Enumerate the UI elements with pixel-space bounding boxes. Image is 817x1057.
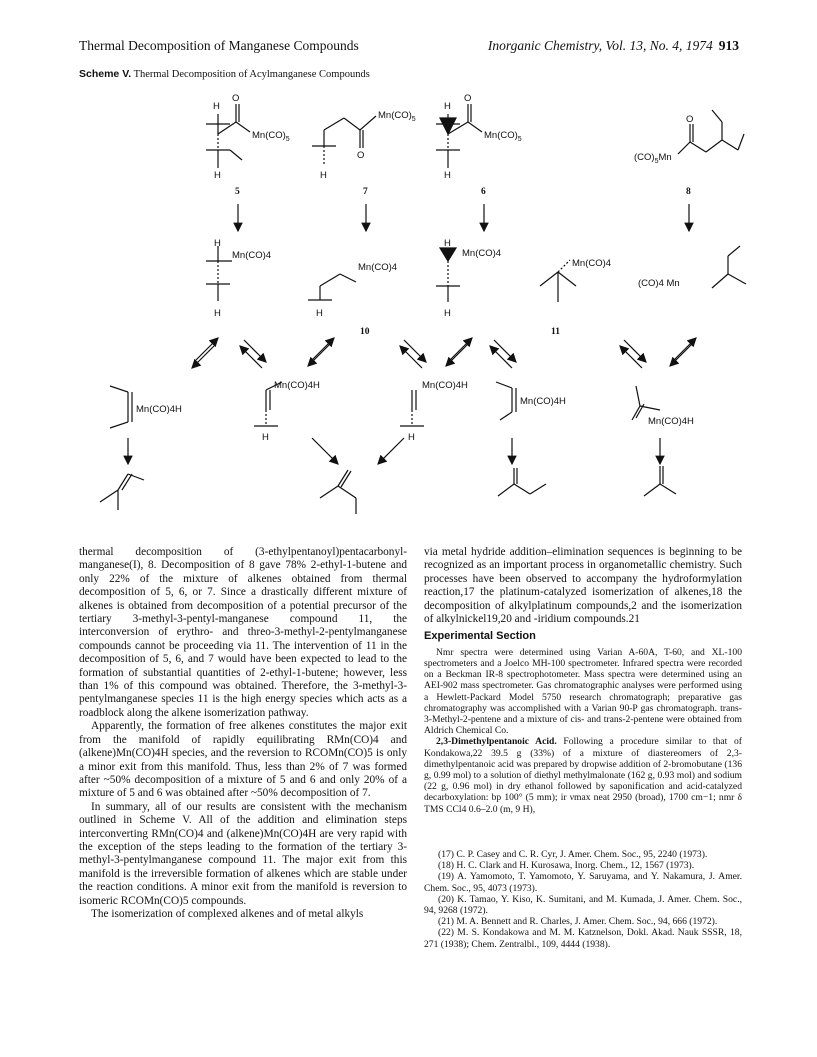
left-paragraph-3: In summary, all of our results are consistent with the mechanism outlined in Scheme V. All of the addition and elimination steps interconverting RMn(CO)4 and (alkene)Mn(CO)4H are very rapid with the exception of the steps leading to the formation of the tertiary 3-methyl-3-pentylmanganese compound 11. The major exit from this manifold is the irreversible formation of alkenes which are stable under the reaction conditions. A minor exit from the manifold is reversion to isomeric RCOMn(CO)5 compounds. (79, 800, 407, 907)
scheme-title-text: Thermal Decomposition of Acylmanganese Compounds (133, 69, 370, 80)
reference-18: (18) H. C. Clark and H. Kurosawa, Inorg. Chem., 12, 1567 (1973). (438, 860, 695, 872)
h-label-r2c: H (444, 238, 451, 249)
structure-row2-c (436, 248, 460, 302)
scheme-caption (79, 68, 370, 80)
left-column (79, 546, 407, 921)
mn-co5-label-6: $Mn(CO)_5$ (484, 130, 522, 143)
scheme-label: Scheme V. (79, 68, 132, 80)
mn-co4h-label-r3d: Mn(CO)4H (520, 396, 566, 407)
o-label-6: O (464, 93, 472, 104)
right-paragraph-1: via metal hydride addition–elimination sequences is beginning to be recognized as an important process in organometallic chemistry. Such processes have been observed to accompany the hydroformylation reaction,17 the platinum-catalyzed isomerization of alkenes,18 the decomposition of alkylplatinum compounds,2 and the isomerization of alkylnickel19,20 and -iridium compounds.21 (424, 546, 742, 626)
h-label-6: H (444, 101, 451, 112)
compound-label-10: 10 (360, 327, 370, 337)
reaction-scheme (0, 86, 817, 546)
structure-row3-c (400, 390, 424, 426)
structure-7 (312, 116, 376, 166)
o-label-7: O (357, 150, 365, 161)
co5-mn-label-8: $(CO)_5Mn$ (634, 152, 672, 165)
h-label-r2a-bottom: H (214, 308, 221, 319)
structure-6 (436, 104, 482, 168)
alkene-products (100, 466, 676, 514)
h-label-r2b: H (316, 308, 323, 319)
structure-row2-b (308, 274, 356, 300)
mn-co4-label-r2d: Mn(CO)4 (572, 258, 612, 269)
o-label-5: O (232, 93, 240, 104)
right-column (424, 546, 742, 950)
reference-19: (19) A. Yamomoto, T. Yamomoto, Y. Saruyama, and Y. Nakamura, J. Amer. Chem. Soc., 95, 4073 (1973). (424, 871, 742, 894)
compound-label-5: 5 (235, 187, 240, 197)
mn-co4h-label-r3a: Mn(CO)4H (136, 404, 182, 415)
journal-citation: Inorganic Chemistry, Vol. 13, No. 4, 1974 (487, 38, 713, 53)
section-heading: Experimental Section (424, 630, 536, 643)
left-paragraph-4: The isomerization of complexed alkenes and of metal alkyls (91, 907, 364, 920)
compound-label-11: 11 (551, 327, 560, 337)
h-label-r2a: H (214, 238, 221, 249)
structure-row3-e (632, 386, 660, 420)
mn-co4-label-r2c: Mn(CO)4 (462, 248, 502, 259)
reference-22: (22) M. S. Kondakowa and M. M. Katznelson, Dokl. Akad. Nauk SSSR, 18, 271 (1938); Chem. Zentralbl., 109, 4444 (1938). (424, 927, 742, 950)
structure-row3-a (110, 386, 132, 428)
mn-co4-label-r2a: Mn(CO)4 (232, 250, 272, 261)
h-label-7: H (320, 170, 327, 181)
left-paragraph-1: thermal decomposition of (3-ethylpentanoyl)pentacarbonyl-manganese(I), 8. Decomposition of 8 gave 78% 2-ethyl-1-butene and only 22% of the mixture of alkenes obtained from thermal decomposition of 5, 6, or 7. Since a drastically different mixture of alkenes is obtained from decomposition of a potential precursor of the tertiary 3-methyl-3-pentyl-manganese compound 11, the interconversion of erythro- and threo-3-methyl-2-pentylmanganese compounds cannot be proceeding via 11. The intervention of 11 in the decomposition of 5, 6, and 7 would have been expected to lead to the formation of substantial quantities of 2-ethyl-1-butene; however, less than 1% of this compound was obtained. Therefore, the 3-methyl-3-pentylmanganese species 11 is the high energy species which acts as a roadblock along the alkene isomerization pathway. (79, 546, 407, 719)
left-paragraph-2: Apparently, the formation of free alkenes constitutes the major exit from the manifold of rapidly equilibrating RMn(CO)4 and (alkene)Mn(CO)4H species, and the reversion to RCOMn(CO)5 is only a minor exit from this manifold. Thus, less than 2% of 7 was formed after ~50% decomposition of a mixture of 5 and 6 and only 20% of a mixture of 5 and 6 was obtained after ~50% decomposition of 7. (79, 720, 407, 800)
mn-co4h-label-r3b: Mn(CO)4H (274, 380, 320, 391)
o-label-8: O (686, 114, 694, 125)
header-title: Thermal Decomposition of Manganese Compounds (79, 38, 359, 53)
experimental-paragraph-2 (424, 736, 742, 814)
compound-label-6: 6 (481, 187, 486, 197)
mn-co5-label-5: $Mn(CO)_5$ (252, 130, 290, 143)
references (424, 849, 742, 950)
page-number: 913 (718, 38, 739, 53)
compound-label-7: 7 (363, 187, 368, 197)
h-label-5: H (213, 101, 220, 112)
equilibrium-arrows (192, 338, 696, 368)
structure-5 (206, 104, 250, 168)
reference-21: (21) M. A. Bennett and R. Charles, J. Amer. Chem. Soc., 94, 666 (1972). (438, 916, 718, 928)
mn-co4h-label-r3c: Mn(CO)4H (422, 380, 468, 391)
h-label-r3c: H (408, 432, 415, 443)
h-label-r3b: H (262, 432, 269, 443)
structure-row2-e (712, 246, 746, 288)
h-label-6-bottom: H (444, 170, 451, 181)
mn-co4-label-r2b: Mn(CO)4 (358, 262, 398, 273)
structure-row2-d (540, 260, 576, 302)
running-header (79, 38, 739, 58)
mn-co4h-label-r3e: Mn(CO)4H (648, 416, 694, 427)
experimental-subheading: 2,3-Dimethylpentanoic Acid. (436, 736, 557, 748)
structure-row2-a (206, 246, 232, 301)
reference-17: (17) C. P. Casey and C. R. Cyr, J. Amer. Chem. Soc., 95, 2240 (1973). (438, 848, 708, 860)
reference-20: (20) K. Tamao, Y. Kiso, K. Sumitani, and M. Kumada, J. Amer. Chem. Soc., 94, 9268 (1972). (424, 893, 742, 916)
h-label-r2c-bottom: H (444, 308, 451, 319)
mn-co5-label-7: $Mn(CO)_5$ (378, 110, 416, 123)
structure-row3-d (496, 382, 516, 420)
compound-label-8: 8 (686, 187, 691, 197)
experimental-text-2: Following a procedure similar to that of Kondakowa,22 39.5 g (33%) of a mixture of diastereomers of 2,3-dimethylpentanoic acid was prepared by dropwise addition of 2-bromobutane (136 g, 0.99 mol) to a solution of diethyl methylmalonate (162 g, 0.93 mol) and sodium (22 g, 0.96 mol) in dry ethanol followed by saponification and acid-catalyzed decarboxylation: bp 100° (5 mm); ir νmax neat 2950 (broad), 1700 cm−1; nmr δ TMS CCl4 0.6–2.0 (m, 9 H), (424, 736, 742, 815)
h-label-5-bottom: H (214, 170, 221, 181)
header-journal (488, 38, 739, 54)
experimental-paragraph-1: Nmr spectra were determined using Varian A-60A, T-60, and XL-100 spectrometers and a Joelco MH-100 spectrometer. Infrared spectra were recorded on a Beckman IR-8 spectrophotometer. Mass spectra were determined using an AEI-902 mass spectrometer. Gas chromatographic analyses were performed using a Hewlett-Packard Model 5750 research chromatograph; preparative gas chromatography was accomplished with a Varian 90-P gas chromatograph. trans-3-Methyl-2-pentene and a mixture of cis- and trans-2-pentene were obtained from Aldrich Chemical Co. (424, 646, 742, 737)
co4-mn-label-r2e: (CO)4 Mn (638, 278, 680, 289)
